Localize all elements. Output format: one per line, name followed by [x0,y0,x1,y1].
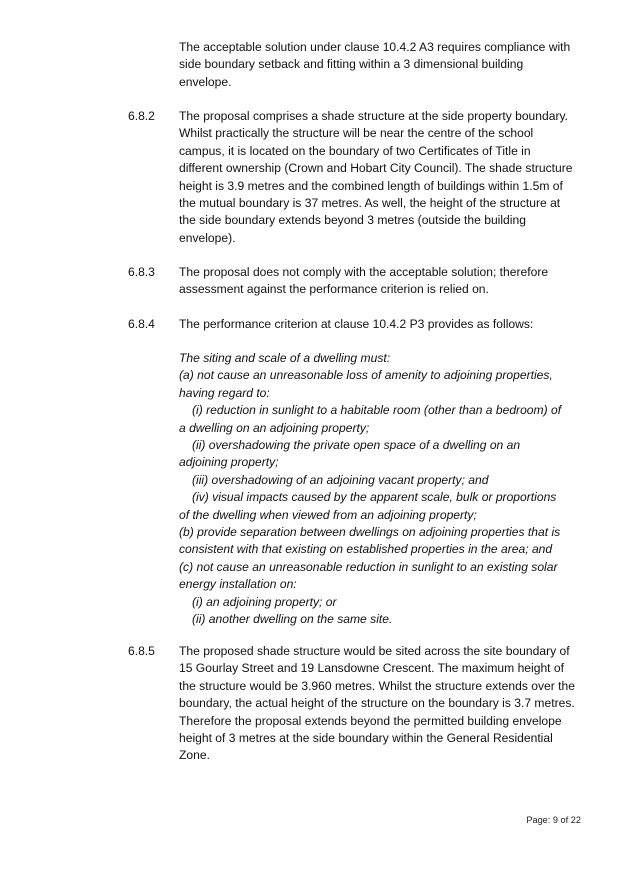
text-line: boundary, the actual height of the structure on the boundary is 3.7 metres. [179,696,575,711]
quote-line: (i) reduction in sunlight to a habitable room (other than a bedroom) of [192,403,562,418]
text-line: Whilst practically the structure will be near the centre of the school [179,126,534,141]
intro-paragraph [179,39,584,91]
text-line: Zone. [179,748,210,763]
text-line: the mutual boundary is 37 metres. As well, the height of the structure at [179,196,561,211]
text-line: side boundary setback and fitting within a 3 dimensional building [179,57,524,72]
paragraph-6-8-5 [179,643,584,765]
paragraph-number: 6.8.4 [128,317,155,331]
paragraph-number: 6.8.2 [128,109,155,123]
text-line: height is 3.9 metres and the combined length of buildings within 1.5m of [179,178,563,193]
text-line: the side boundary extends beyond 3 metres (outside the building [179,213,526,228]
quote-line: of the dwelling when viewed from an adjoining property; [179,507,477,522]
paragraph-6-8-4 [179,316,584,333]
text-line: envelope. [179,74,232,89]
text-line: 15 Gourlay Street and 19 Lansdowne Crescent. The maximum height of [179,661,564,676]
text-line: assessment against the performance criterion is relied on. [179,282,489,297]
text-line: The acceptable solution under clause 10.4.2 A3 requires compliance with [179,40,571,54]
quote-line: (ii) overshadowing the private open space of a dwelling on an [192,438,521,453]
performance-criterion-quote [179,350,584,629]
text-line: Therefore the proposal extends beyond the permitted building envelope [179,713,562,728]
quote-line: The siting and scale of a dwelling must: [179,351,391,365]
text-line: height of 3 metres at the side boundary within the General Residential [179,731,553,746]
paragraph-6-8-2 [179,108,584,247]
quote-line: adjoining property; [179,455,279,470]
quote-line: (iv) visual impacts caused by the apparent scale, bulk or proportions [192,490,557,505]
quote-line: having regard to: [179,385,270,400]
quote-line: (a) not cause an unreasonable loss of amenity to adjoining properties, [179,368,553,383]
quote-line: (c) not cause an unreasonable reduction in sunlight to an existing solar [179,559,558,574]
text-line: envelope). [179,230,236,245]
text-line: campus, it is located on the boundary of two Certificates of Title in [179,143,531,158]
paragraph-number: 6.8.3 [128,265,155,279]
quote-line: energy installation on: [179,577,297,592]
quote-line: a dwelling on an adjoining property; [179,420,370,435]
page-number-footer: Page: 9 of 22 [526,815,581,825]
paragraph-6-8-3 [179,264,584,299]
text-line: The proposal comprises a shade structure at the side property boundary. [179,109,569,123]
text-line: the structure would be 3.960 metres. Whilst the structure extends over the [179,678,575,693]
text-line: The performance criterion at clause 10.4.2 P3 provides as follows: [179,317,534,331]
text-line: different ownership (Crown and Hobart City Council). The shade structure [179,161,573,176]
quote-line: (i) an adjoining property; or [192,594,337,609]
text-line: The proposal does not comply with the acceptable solution; therefore [179,265,549,279]
paragraph-number: 6.8.5 [128,644,155,658]
text-line: The proposed shade structure would be sited across the site boundary of [179,644,570,658]
quote-line: consistent with that existing on established properties in the area; and [179,542,553,557]
quote-line: (iii) overshadowing of an adjoining vacant property; and [192,472,489,487]
quote-line: (ii) another dwelling on the same site. [192,612,393,627]
quote-line: (b) provide separation between dwellings on adjoining properties that is [179,525,561,540]
